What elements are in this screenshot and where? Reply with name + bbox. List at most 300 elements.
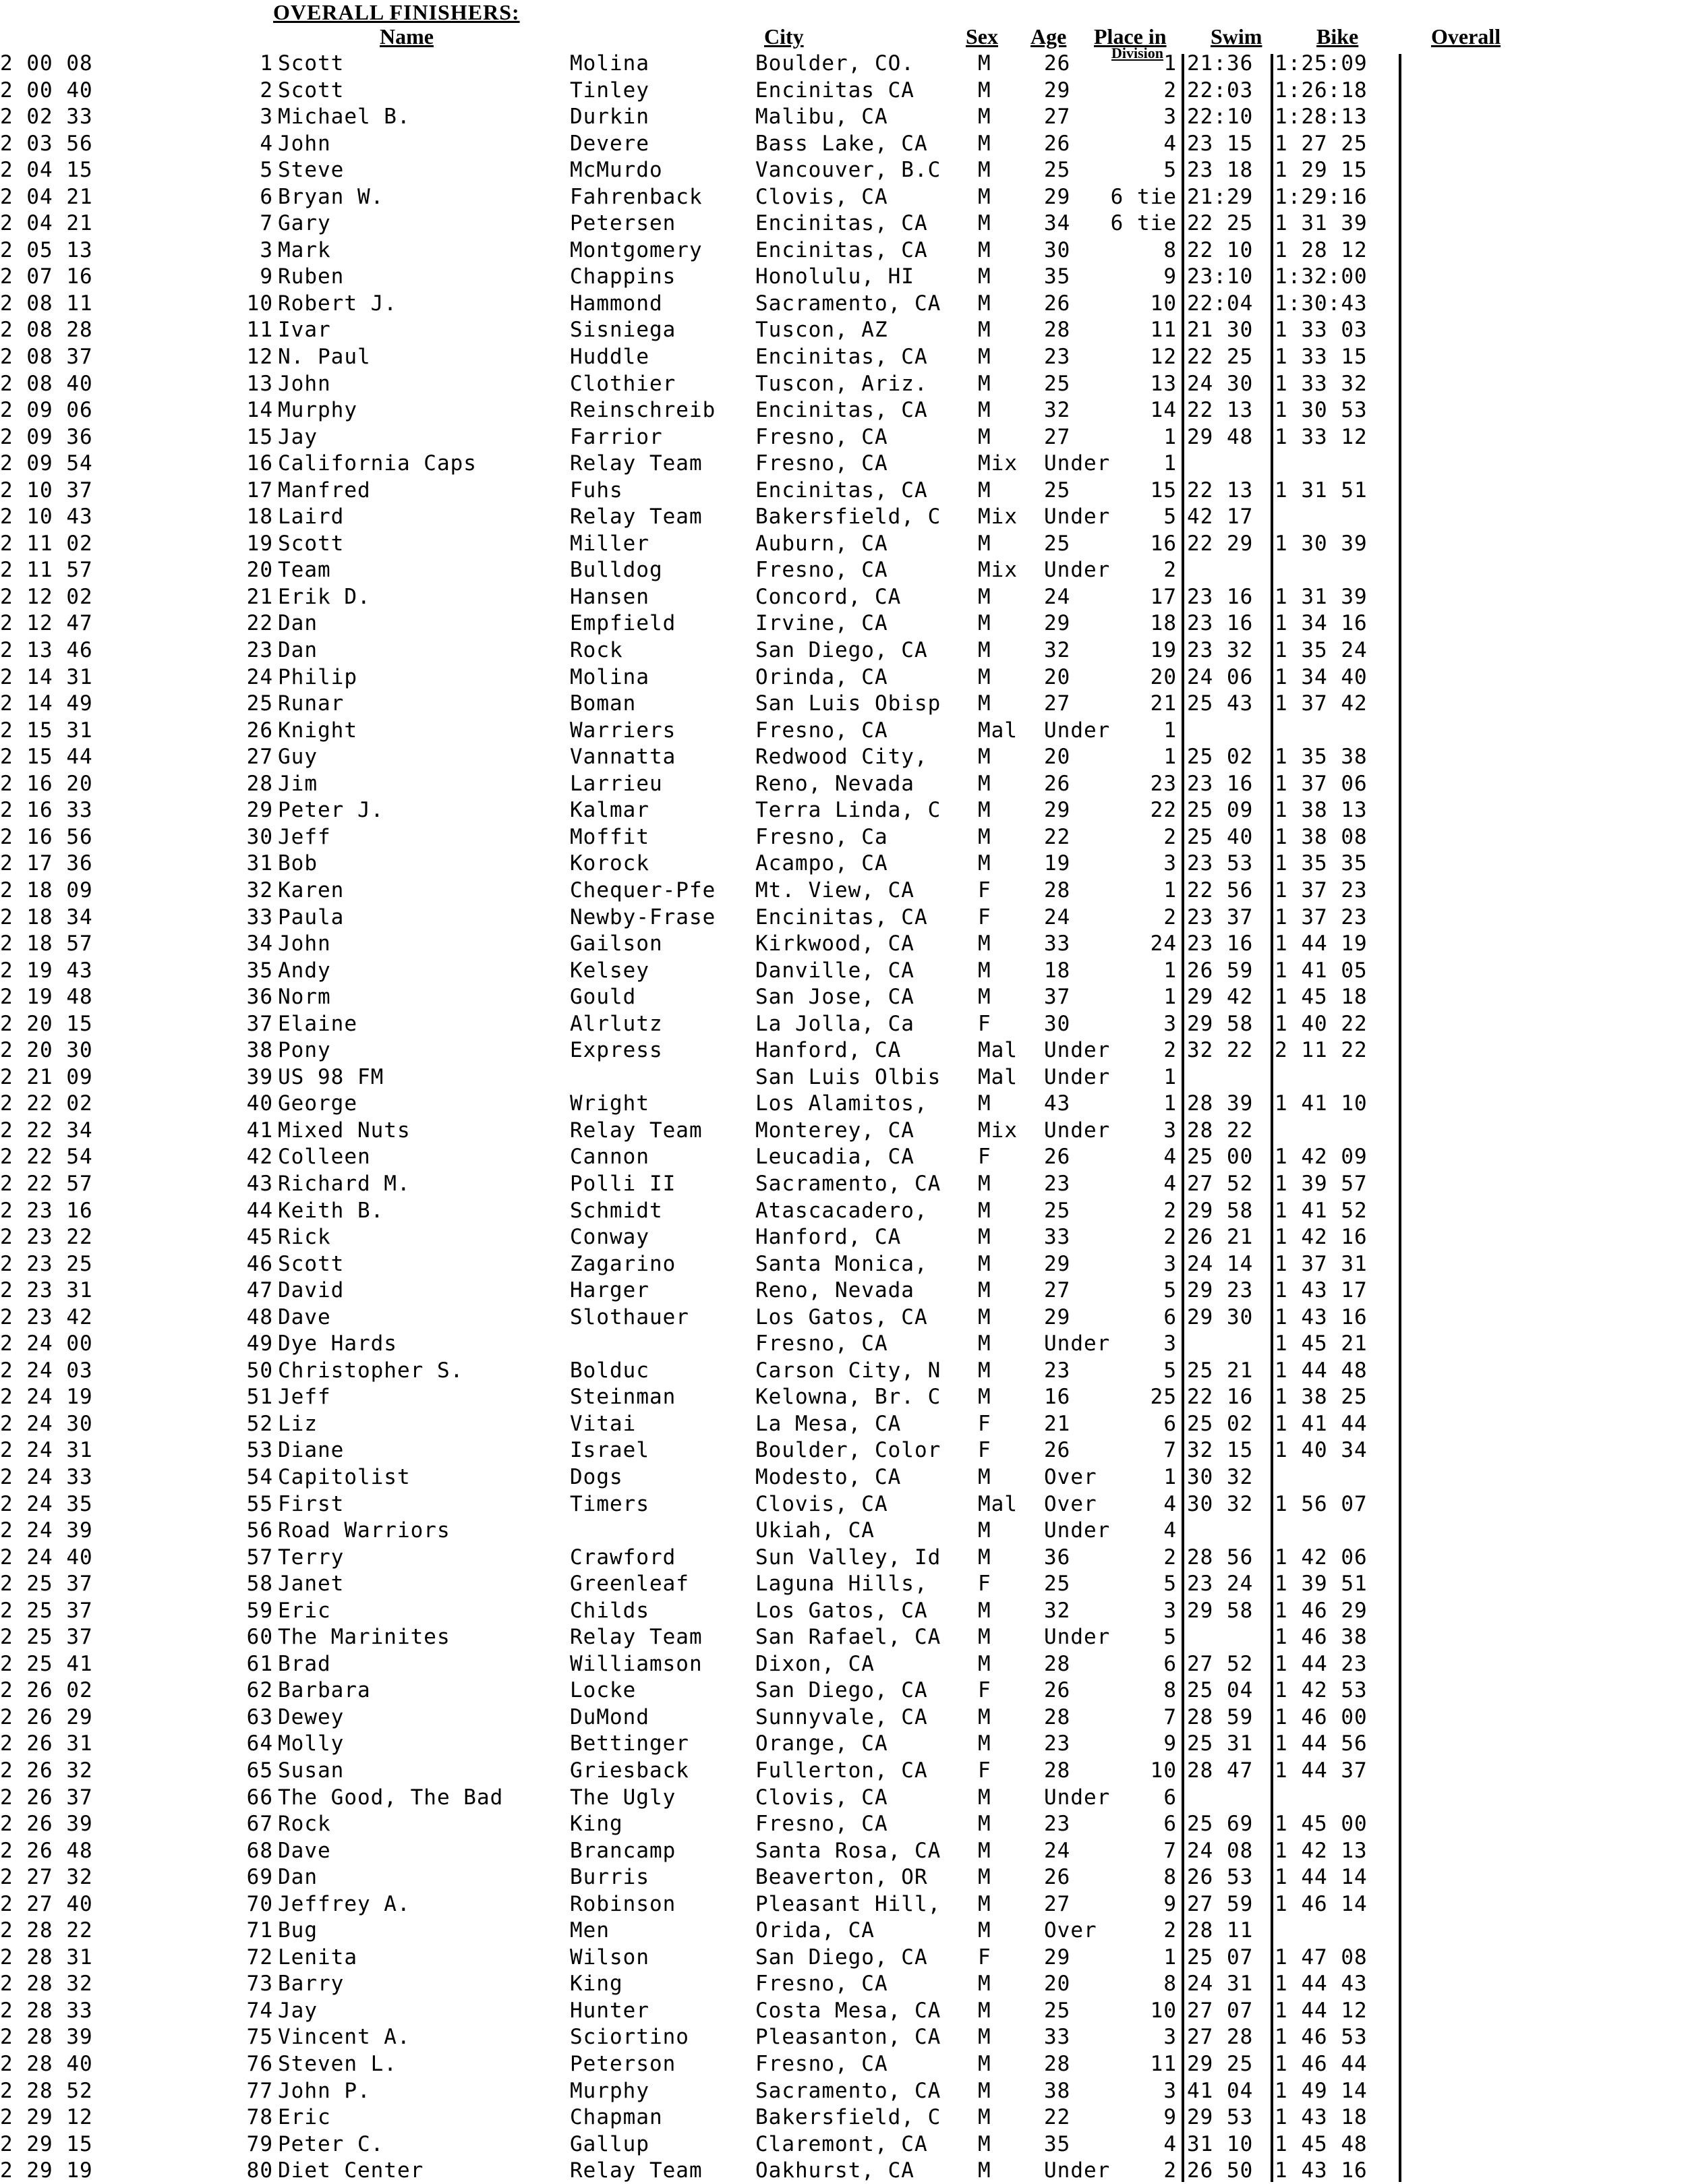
cell-first: Ruben	[278, 264, 345, 289]
cell-sex: M	[978, 2052, 991, 2077]
cell-place: 2	[1163, 1038, 1177, 1063]
cell-first: Eric	[278, 2105, 331, 2130]
cell-bike: 1 30 53	[1275, 398, 1368, 423]
cell-age: 24	[1044, 1838, 1071, 1863]
cell-num: 34	[246, 931, 273, 956]
cell-sex: M	[978, 2105, 991, 2130]
cell-last: Petersen	[570, 211, 676, 236]
cell-sex: M	[978, 318, 991, 343]
cell-last: Griesback	[570, 1758, 689, 1783]
cell-swim: 22:04	[1187, 291, 1254, 316]
cell-last: Cannon	[570, 1145, 649, 1170]
cell-place: 1	[1163, 745, 1177, 770]
cell-sex: M	[978, 771, 991, 796]
cell-last: Empfield	[570, 611, 676, 636]
cell-num: 19	[246, 531, 273, 556]
table-row	[0, 1757, 1686, 1784]
table-row	[0, 1464, 1686, 1491]
cell-first: John P.	[278, 2078, 371, 2103]
cell-bike: 1 42 06	[1275, 1545, 1368, 1570]
cell-first: Jim	[278, 771, 318, 796]
cell-last: Kalmar	[570, 798, 649, 823]
cell-city: San Luis Olbis	[755, 1064, 941, 1089]
cell-bike: 1 41 05	[1275, 958, 1368, 983]
cell-overall: 2 26 32	[0, 1758, 93, 1783]
cell-sex: M	[978, 51, 991, 76]
cell-place: 17	[1150, 584, 1177, 609]
cell-sex: M	[978, 105, 991, 130]
cell-age: 36	[1044, 1545, 1071, 1570]
cell-last: Bulldog	[570, 558, 663, 583]
cell-age: 34	[1044, 211, 1071, 236]
cell-bike: 1 28 12	[1275, 237, 1368, 262]
cell-age: 29	[1044, 1945, 1071, 1970]
table-row	[0, 2104, 1686, 2131]
cell-last: Huddle	[570, 345, 649, 370]
table-row	[0, 1837, 1686, 1864]
cell-overall: 2 18 34	[0, 904, 93, 929]
cell-city: Fresno, CA	[755, 2052, 888, 2077]
cell-num: 66	[246, 1785, 273, 1810]
cell-bike: 1 33 03	[1275, 318, 1368, 343]
cell-overall: 2 26 37	[0, 1785, 93, 1810]
cell-last: Fuhs	[570, 478, 623, 502]
cell-swim: 25 02	[1187, 745, 1254, 770]
cell-last: Slothauer	[570, 1304, 689, 1329]
cell-city: Kirkwood, CA	[755, 931, 914, 956]
cell-overall: 2 23 42	[0, 1304, 93, 1329]
cell-sex: F	[978, 1411, 991, 1436]
cell-age: 25	[1044, 1198, 1071, 1223]
cell-sex: F	[978, 904, 991, 929]
table-row	[0, 743, 1686, 770]
cell-bike: 1:30:43	[1275, 291, 1368, 316]
cell-sex: F	[978, 1678, 991, 1703]
cell-first: Knight	[278, 718, 357, 743]
cell-last: Bettinger	[570, 1731, 689, 1756]
cell-last: DuMond	[570, 1704, 649, 1729]
cell-city: Carson City, N	[755, 1358, 941, 1383]
cell-age: Over	[1044, 1918, 1097, 1943]
cell-first: Bob	[278, 851, 318, 876]
cell-swim: 29 48	[1187, 424, 1254, 449]
cell-first: US 98 FM	[278, 1064, 384, 1089]
cell-first: Christopher S.	[278, 1358, 464, 1383]
cell-overall: 2 08 40	[0, 371, 93, 396]
cell-city: San Luis Obisp	[755, 691, 941, 716]
cell-first: Janet	[278, 1572, 345, 1597]
cell-swim: 28 47	[1187, 1758, 1254, 1783]
cell-num: 48	[246, 1304, 273, 1329]
cell-overall: 2 25 37	[0, 1625, 93, 1650]
cell-place: 19	[1150, 638, 1177, 663]
cell-city: Los Gatos, CA	[755, 1304, 928, 1329]
cell-first: Jeffrey A.	[278, 1891, 411, 1916]
cell-sex: F	[978, 1145, 991, 1170]
cell-city: Malibu, CA	[755, 105, 888, 130]
table-row	[0, 930, 1686, 957]
cell-overall: 2 16 33	[0, 798, 93, 823]
cell-city: Claremont, CA	[755, 2131, 928, 2156]
cell-last: Vannatta	[570, 745, 676, 770]
cell-age: 26	[1044, 771, 1071, 796]
cell-last: McMurdo	[570, 158, 663, 183]
cell-overall: 2 08 28	[0, 318, 93, 343]
cell-overall: 2 26 31	[0, 1731, 93, 1756]
cell-city: Fresno, CA	[755, 718, 888, 743]
cell-age: 21	[1044, 1411, 1071, 1436]
cell-bike: 1 31 51	[1275, 478, 1368, 502]
cell-num: 5	[260, 158, 273, 183]
cell-sex: Mal	[978, 1038, 1018, 1063]
table-row	[0, 717, 1686, 744]
cell-overall: 2 16 56	[0, 824, 93, 849]
cell-last: Zagarino	[570, 1251, 676, 1276]
cell-first: Bug	[278, 1918, 318, 1943]
cell-age: 29	[1044, 1304, 1071, 1329]
cell-city: Tuscon, Ariz.	[755, 371, 928, 396]
cell-last: King	[570, 1972, 623, 1996]
cell-place: 14	[1150, 398, 1177, 423]
cell-bike: 1 37 06	[1275, 771, 1368, 796]
cell-overall: 2 00 40	[0, 78, 93, 103]
cell-city: Hanford, CA	[755, 1225, 902, 1250]
cell-age: Under	[1044, 718, 1111, 743]
cell-age: 33	[1044, 1225, 1071, 1250]
cell-place: 24	[1150, 931, 1177, 956]
cell-bike: 1:26:18	[1275, 78, 1368, 103]
cell-num: 68	[246, 1838, 273, 1863]
cell-sex: M	[978, 1251, 991, 1276]
cell-age: 27	[1044, 1278, 1071, 1303]
cell-sex: M	[978, 291, 991, 316]
cell-overall: 2 16 20	[0, 771, 93, 796]
cell-num: 57	[246, 1545, 273, 1570]
cell-first: The Marinites	[278, 1625, 450, 1650]
cell-overall: 2 18 09	[0, 878, 93, 902]
cell-swim: 29 42	[1187, 985, 1254, 1010]
cell-city: Monterey, CA	[755, 1118, 914, 1143]
cell-first: George	[278, 1091, 357, 1116]
cell-bike: 1 38 08	[1275, 824, 1368, 849]
cell-first: Murphy	[278, 398, 357, 423]
cell-bike: 1:28:13	[1275, 105, 1368, 130]
cell-first: Andy	[278, 958, 331, 983]
cell-swim: 22 13	[1187, 398, 1254, 423]
cell-city: Santa Monica,	[755, 1251, 928, 1276]
cell-last: Wright	[570, 1091, 649, 1116]
cell-sex: M	[978, 531, 991, 556]
cell-sex: M	[978, 611, 991, 636]
cell-num: 14	[246, 398, 273, 423]
cell-bike: 1 34 16	[1275, 611, 1368, 636]
cell-sex: Mix	[978, 451, 1018, 476]
table-row	[0, 290, 1686, 317]
cell-first: Erik D.	[278, 584, 371, 609]
cell-place: 4	[1163, 131, 1177, 156]
header-city: City	[764, 24, 804, 49]
cell-last: Molina	[570, 51, 649, 76]
cell-overall: 2 03 56	[0, 131, 93, 156]
cell-sex: M	[978, 745, 991, 770]
cell-first: Colleen	[278, 1145, 371, 1170]
table-row	[0, 556, 1686, 583]
cell-num: 32	[246, 878, 273, 902]
cell-first: Terry	[278, 1545, 345, 1570]
cell-first: Paula	[278, 904, 345, 929]
cell-swim: 26 53	[1187, 1865, 1254, 1890]
cell-num: 2	[260, 78, 273, 103]
table-row	[0, 1891, 1686, 1918]
cell-place: 9	[1163, 1891, 1177, 1916]
cell-last: Relay Team	[570, 2158, 703, 2183]
table-row	[0, 1570, 1686, 1597]
cell-first: Lenita	[278, 1945, 357, 1970]
cell-age: 25	[1044, 1998, 1071, 2023]
cell-swim: 25 00	[1187, 1145, 1254, 1170]
cell-bike: 1 42 09	[1275, 1145, 1368, 1170]
cell-sex: M	[978, 798, 991, 823]
cell-city: Vancouver, B.C	[755, 158, 941, 183]
cell-swim: 23 16	[1187, 584, 1254, 609]
cell-first: Michael B.	[278, 105, 411, 130]
cell-age: 29	[1044, 184, 1071, 209]
cell-last: Wilson	[570, 1945, 649, 1970]
cell-bike: 1 27 25	[1275, 131, 1368, 156]
cell-age: 19	[1044, 851, 1071, 876]
cell-swim: 22 25	[1187, 211, 1254, 236]
cell-num: 52	[246, 1411, 273, 1436]
cell-swim: 28 59	[1187, 1704, 1254, 1729]
cell-sex: M	[978, 1651, 991, 1676]
cell-age: Under	[1044, 558, 1111, 583]
cell-age: 26	[1044, 1678, 1071, 1703]
cell-num: 50	[246, 1358, 273, 1383]
cell-city: Fresno, Ca	[755, 824, 888, 849]
table-row	[0, 1544, 1686, 1571]
cell-sex: M	[978, 1278, 991, 1303]
cell-bike: 1 49 14	[1275, 2078, 1368, 2103]
cell-city: Boulder, CO.	[755, 51, 914, 76]
cell-swim: 25 43	[1187, 691, 1254, 716]
cell-last: Harger	[570, 1278, 649, 1303]
table-row	[0, 1623, 1686, 1650]
cell-age: 26	[1044, 51, 1071, 76]
cell-overall: 2 07 16	[0, 264, 93, 289]
cell-num: 13	[246, 371, 273, 396]
cell-overall: 2 23 25	[0, 1251, 93, 1276]
cell-last: Chequer-Pfe	[570, 878, 716, 902]
cell-place: 12	[1150, 345, 1177, 370]
cell-first: Laird	[278, 505, 345, 529]
cell-city: San Jose, CA	[755, 985, 914, 1010]
cell-swim: 23:10	[1187, 264, 1254, 289]
cell-swim: 22 29	[1187, 531, 1254, 556]
cell-age: 24	[1044, 584, 1071, 609]
cell-city: Fullerton, CA	[755, 1758, 928, 1783]
cell-num: 63	[246, 1704, 273, 1729]
cell-place: 10	[1150, 1998, 1177, 2023]
cell-first: California Caps	[278, 451, 477, 476]
cell-city: Hanford, CA	[755, 1038, 902, 1063]
cell-age: 35	[1044, 2131, 1071, 2156]
cell-overall: 2 05 13	[0, 237, 93, 262]
cell-age: 18	[1044, 958, 1071, 983]
table-row	[0, 477, 1686, 504]
cell-place: 1	[1163, 985, 1177, 1010]
cell-city: Laguna Hills,	[755, 1572, 928, 1597]
cell-city: La Mesa, CA	[755, 1411, 902, 1436]
cell-overall: 2 08 37	[0, 345, 93, 370]
cell-last: Reinschreib	[570, 398, 716, 423]
cell-place: 2	[1163, 1918, 1177, 1943]
cell-age: Under	[1044, 1331, 1111, 1356]
cell-last: Tinley	[570, 78, 649, 103]
cell-last: Devere	[570, 131, 649, 156]
table-row	[0, 156, 1686, 183]
cell-city: Encinitas, CA	[755, 398, 928, 423]
cell-sex: M	[978, 1812, 991, 1837]
cell-place: 6	[1163, 1812, 1177, 1837]
cell-city: Costa Mesa, CA	[755, 1998, 941, 2023]
cell-city: Clovis, CA	[755, 1785, 888, 1810]
cell-overall: 2 24 19	[0, 1385, 93, 1410]
table-row	[0, 370, 1686, 397]
cell-place: 2	[1163, 824, 1177, 849]
cell-city: Atascacadero,	[755, 1198, 928, 1223]
cell-place: 1	[1163, 718, 1177, 743]
cell-last: Vitai	[570, 1411, 637, 1436]
cell-sex: Mix	[978, 1118, 1018, 1143]
cell-num: 15	[246, 424, 273, 449]
cell-place: 9	[1163, 2105, 1177, 2130]
cell-overall: 2 10 43	[0, 505, 93, 529]
cell-sex: M	[978, 638, 991, 663]
cell-place: 9	[1163, 1731, 1177, 1756]
cell-first: John	[278, 931, 331, 956]
cell-overall: 2 24 35	[0, 1491, 93, 1516]
cell-first: Manfred	[278, 478, 371, 502]
cell-num: 9	[260, 264, 273, 289]
cell-swim: 21:36	[1187, 51, 1254, 76]
cell-num: 18	[246, 505, 273, 529]
cell-last: The Ugly	[570, 1785, 676, 1810]
cell-bike: 1 42 16	[1275, 1225, 1368, 1250]
cell-first: Philip	[278, 664, 357, 689]
cell-overall: 2 08 11	[0, 291, 93, 316]
cell-swim: 27 28	[1187, 2025, 1254, 2050]
table-row	[0, 610, 1686, 637]
table-row	[0, 103, 1686, 130]
cell-place: 1	[1163, 424, 1177, 449]
cell-first: Jay	[278, 424, 318, 449]
table-row	[0, 263, 1686, 290]
table-row	[0, 1224, 1686, 1251]
cell-city: Santa Rosa, CA	[755, 1838, 941, 1863]
cell-age: 23	[1044, 1812, 1071, 1837]
cell-num: 42	[246, 1145, 273, 1170]
cell-sex: M	[978, 958, 991, 983]
cell-sex: F	[978, 1758, 991, 1783]
cell-place: 22	[1150, 798, 1177, 823]
cell-swim: 25 31	[1187, 1731, 1254, 1756]
cell-bike: 1:32:00	[1275, 264, 1368, 289]
table-row	[0, 1010, 1686, 1037]
cell-age: 30	[1044, 1011, 1071, 1036]
cell-first: Dave	[278, 1304, 331, 1329]
cell-sex: M	[978, 2078, 991, 2103]
cell-bike: 1 41 52	[1275, 1198, 1368, 1223]
cell-swim: 26 21	[1187, 1225, 1254, 1250]
cell-swim: 29 58	[1187, 1598, 1254, 1623]
cell-bike: 1 44 14	[1275, 1865, 1368, 1890]
cell-sex: M	[978, 851, 991, 876]
cell-overall: 2 00 08	[0, 51, 93, 76]
table-row	[0, 50, 1686, 77]
cell-city: Bakersfield, C	[755, 505, 941, 529]
table-row	[0, 237, 1686, 264]
cell-overall: 2 09 54	[0, 451, 93, 476]
cell-place: 3	[1163, 1251, 1177, 1276]
table-row	[0, 1677, 1686, 1704]
cell-swim: 28 11	[1187, 1918, 1254, 1943]
cell-first: Scott	[278, 531, 345, 556]
header-swim: Swim	[1211, 24, 1262, 49]
cell-age: 30	[1044, 237, 1071, 262]
results-table	[0, 50, 1686, 2184]
cell-swim: 29 53	[1187, 2105, 1254, 2130]
cell-place: 2	[1163, 1545, 1177, 1570]
cell-sex: M	[978, 1865, 991, 1890]
cell-overall: 2 20 15	[0, 1011, 93, 1036]
cell-overall: 2 26 48	[0, 1838, 93, 1863]
cell-sex: Mal	[978, 1064, 1018, 1089]
cell-bike: 1:29:16	[1275, 184, 1368, 209]
cell-bike: 1 34 40	[1275, 664, 1368, 689]
cell-sex: M	[978, 1304, 991, 1329]
cell-city: Orange, CA	[755, 1731, 888, 1756]
cell-swim: 28 39	[1187, 1091, 1254, 1116]
cell-city: Redwood City,	[755, 745, 928, 770]
cell-num: 77	[246, 2078, 273, 2103]
cell-place: 4	[1163, 1145, 1177, 1170]
cell-place: 15	[1150, 478, 1177, 502]
cell-num: 29	[246, 798, 273, 823]
cell-last: Rock	[570, 638, 623, 663]
cell-last: Bolduc	[570, 1358, 649, 1383]
cell-city: Modesto, CA	[755, 1464, 902, 1489]
cell-last: Timers	[570, 1491, 649, 1516]
cell-num: 53	[246, 1438, 273, 1463]
cell-bike: 1 31 39	[1275, 584, 1368, 609]
cell-swim: 24 06	[1187, 664, 1254, 689]
cell-place: 2	[1163, 1198, 1177, 1223]
cell-overall: 2 11 57	[0, 558, 93, 583]
cell-swim: 22 56	[1187, 878, 1254, 902]
cell-first: Liz	[278, 1411, 318, 1436]
cell-last: Peterson	[570, 2052, 676, 2077]
cell-num: 16	[246, 451, 273, 476]
table-row	[0, 1197, 1686, 1224]
cell-num: 59	[246, 1598, 273, 1623]
cell-age: 26	[1044, 1438, 1071, 1463]
cell-last: Greenleaf	[570, 1572, 689, 1597]
cell-bike: 1 44 43	[1275, 1972, 1368, 1996]
cell-overall: 2 19 48	[0, 985, 93, 1010]
cell-swim: 23 24	[1187, 1572, 1254, 1597]
cell-bike: 1 39 51	[1275, 1572, 1368, 1597]
cell-overall: 2 28 40	[0, 2052, 93, 2077]
